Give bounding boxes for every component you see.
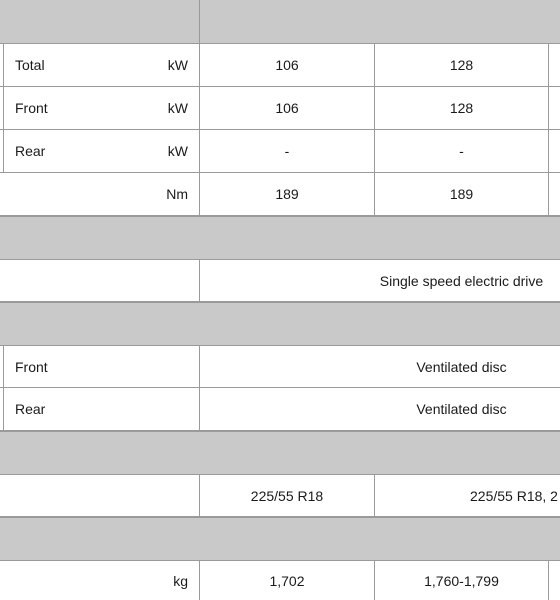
- value-total-col2: 128: [449, 57, 474, 73]
- value-transmission: Single speed electric drive: [379, 272, 544, 289]
- unit-weight: kg: [173, 572, 188, 589]
- value-torque-col1: 189: [275, 186, 299, 202]
- value-tyres-col2: 225/55 R18, 2: [470, 487, 558, 504]
- section-header-band-weight: [0, 517, 560, 560]
- row-label-rear: Rear: [15, 143, 46, 159]
- unit-total: kW: [167, 57, 188, 73]
- value-torque-col2: 189: [449, 186, 474, 202]
- section-header-band-brakes: [0, 302, 560, 345]
- row-label-brake-front: Front: [15, 358, 48, 375]
- grid-line: [0, 301, 560, 302]
- value-brake-front: Ventilated disc: [416, 358, 507, 375]
- grid-line-vertical: [548, 43, 549, 216]
- value-tyres-col1: 225/55 R18: [250, 487, 324, 504]
- grid-line-vertical: [3, 43, 4, 172]
- unit-rear: kW: [167, 143, 188, 159]
- section-header-band-tyres: [0, 431, 560, 474]
- unit-torque: Nm: [166, 186, 188, 202]
- value-rear-col2: -: [459, 143, 464, 159]
- section-header-band-transmission: [0, 216, 560, 259]
- grid-line: [0, 215, 560, 216]
- unit-front: kW: [167, 100, 188, 116]
- grid-line-vertical: [3, 345, 4, 431]
- value-rear-col1: -: [284, 143, 290, 159]
- grid-line-vertical: [374, 474, 375, 517]
- value-weight-col1: 1,702: [269, 572, 305, 589]
- value-brake-rear: Ventilated disc: [416, 401, 507, 417]
- section-header-band-top: [0, 0, 560, 44]
- grid-line-vertical: [199, 0, 200, 43]
- value-front-col2: 128: [449, 100, 474, 116]
- value-front-col1: 106: [275, 100, 299, 116]
- value-weight-col2: 1,760-1,799: [424, 572, 499, 589]
- grid-line: [0, 516, 560, 517]
- value-total-col1: 106: [275, 57, 299, 73]
- grid-line: [0, 430, 560, 431]
- row-label-total: Total: [15, 57, 45, 73]
- grid-line-vertical: [548, 560, 549, 600]
- row-label-front: Front: [15, 100, 48, 116]
- row-label-brake-rear: Rear: [15, 401, 46, 417]
